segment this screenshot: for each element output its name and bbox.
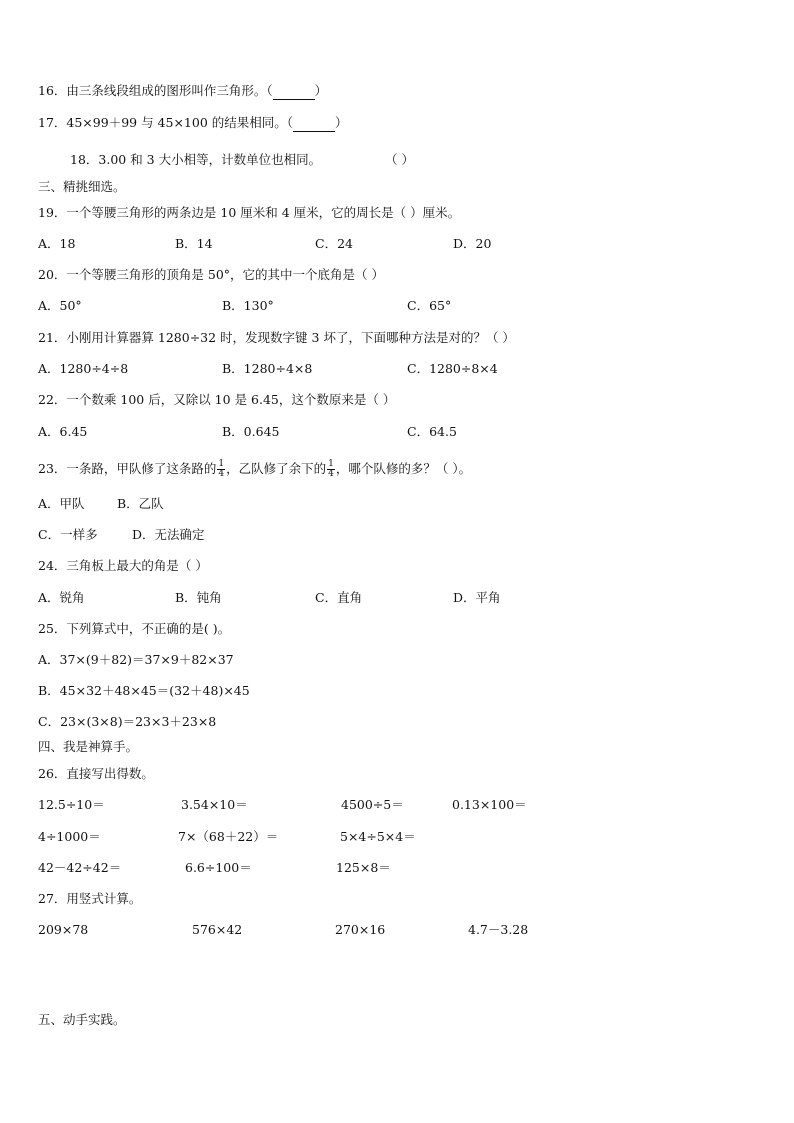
calc-item: 4500÷5＝ xyxy=(341,797,404,812)
question-22-stem: 22．一个数乘 100 后，又除以 10 是 6.45，这个数原来是（ ） xyxy=(38,392,396,407)
calc-item: 4÷1000＝ xyxy=(38,829,101,844)
answer-blank[interactable] xyxy=(273,83,315,100)
option-a[interactable]: A．锐角 xyxy=(38,590,85,605)
calc-item: 42－42÷42＝ xyxy=(38,860,122,875)
question-16: 16．由三条线段组成的图形叫作三角形。（ ） xyxy=(38,83,328,98)
option-a[interactable]: A．6.45 xyxy=(38,424,88,439)
option-b[interactable]: B．乙队 xyxy=(117,496,164,511)
option-b[interactable]: B．45×32＋48×45＝(32＋48)×45 xyxy=(38,683,250,698)
option-b[interactable]: B．钝角 xyxy=(175,590,222,605)
option-a[interactable]: A．50° xyxy=(38,298,82,313)
calc-item: 270×16 xyxy=(335,922,386,937)
question-26-stem: 26．直接写出得数。 xyxy=(38,766,154,781)
fraction: $\frac{1}{4}$ xyxy=(328,459,334,479)
calc-item: 0.13×100＝ xyxy=(452,797,527,812)
question-17-text: 17．45×99＋99 与 45×100 的结果相同。（ xyxy=(38,115,294,130)
calc-item: 209×78 xyxy=(38,922,89,937)
question-25-stem: 25．下列算式中，不正确的是( )。 xyxy=(38,621,231,636)
section-heading-3: 三、精挑细选。 xyxy=(38,179,126,194)
fraction: $\frac{1}{4}$ xyxy=(218,459,225,479)
option-c[interactable]: C．64.5 xyxy=(407,424,457,439)
answer-paren[interactable]: （ ） xyxy=(385,152,414,167)
question-16-text: 16．由三条线段组成的图形叫作三角形。（ xyxy=(38,83,273,98)
option-b[interactable]: B．1280÷4×8 xyxy=(222,361,313,376)
option-a[interactable]: A．37×(9＋82)＝37×9＋82×37 xyxy=(38,652,234,667)
question-18-text: 18．3.00 和 3 大小相等，计数单位也相同。 xyxy=(70,152,322,167)
option-b[interactable]: B．14 xyxy=(175,236,213,251)
question-20-stem: 20．一个等腰三角形的顶角是 50°，它的其中一个底角是（ ） xyxy=(38,267,385,282)
calc-item: 576×42 xyxy=(192,922,243,937)
option-a[interactable]: A．18 xyxy=(38,236,76,251)
option-a[interactable]: A．甲队 xyxy=(38,496,85,511)
calc-item: 125×8＝ xyxy=(336,860,391,875)
question-24-stem: 24．三角板上最大的角是（ ） xyxy=(38,558,208,573)
question-23-stem: 23．一条路，甲队修了这条路的 $\frac{1}{4}$ ，乙队修了余下的 $\frac{1}{4}$ ，哪个队修的多？（ ）。 xyxy=(38,459,472,479)
section-heading-4: 四、我是神算手。 xyxy=(38,739,139,754)
option-c[interactable]: C．直角 xyxy=(315,590,363,605)
option-c[interactable]: C．65° xyxy=(407,298,452,313)
question-27-stem: 27．用竖式计算。 xyxy=(38,891,142,906)
question-21-stem: 21．小刚用计算器算 1280÷32 时，发现数字键 3 坏了，下面哪种方法是对的？（ ） xyxy=(38,330,515,345)
option-d[interactable]: D．20 xyxy=(453,236,492,251)
option-c[interactable]: C．1280÷8×4 xyxy=(407,361,498,376)
calc-item: 6.6÷100＝ xyxy=(185,860,252,875)
option-c[interactable]: C．24 xyxy=(315,236,353,251)
calc-item: 5×4÷5×4＝ xyxy=(340,829,416,844)
section-heading-5: 五、动手实践。 xyxy=(38,1012,126,1027)
calc-item: 3.54×10＝ xyxy=(181,797,248,812)
option-c[interactable]: C．23×(3×8)＝23×3＋23×8 xyxy=(38,714,217,729)
question-17: 17．45×99＋99 与 45×100 的结果相同。（ ） xyxy=(38,115,348,130)
option-c[interactable]: C．一样多 xyxy=(38,527,98,542)
calc-item: 4.7－3.28 xyxy=(468,922,529,937)
question-19-stem: 19．一个等腰三角形的两条边是 10 厘米和 4 厘米，它的周长是（ ）厘米。 xyxy=(38,205,461,220)
option-b[interactable]: B．0.645 xyxy=(222,424,280,439)
option-a[interactable]: A．1280÷4÷8 xyxy=(38,361,129,376)
option-b[interactable]: B．130° xyxy=(222,298,274,313)
calc-item: 12.5÷10＝ xyxy=(38,797,105,812)
option-d[interactable]: D．无法确定 xyxy=(132,527,205,542)
answer-blank[interactable] xyxy=(293,115,335,132)
option-d[interactable]: D．平角 xyxy=(453,590,501,605)
calc-item: 7×（68＋22）＝ xyxy=(178,829,279,844)
